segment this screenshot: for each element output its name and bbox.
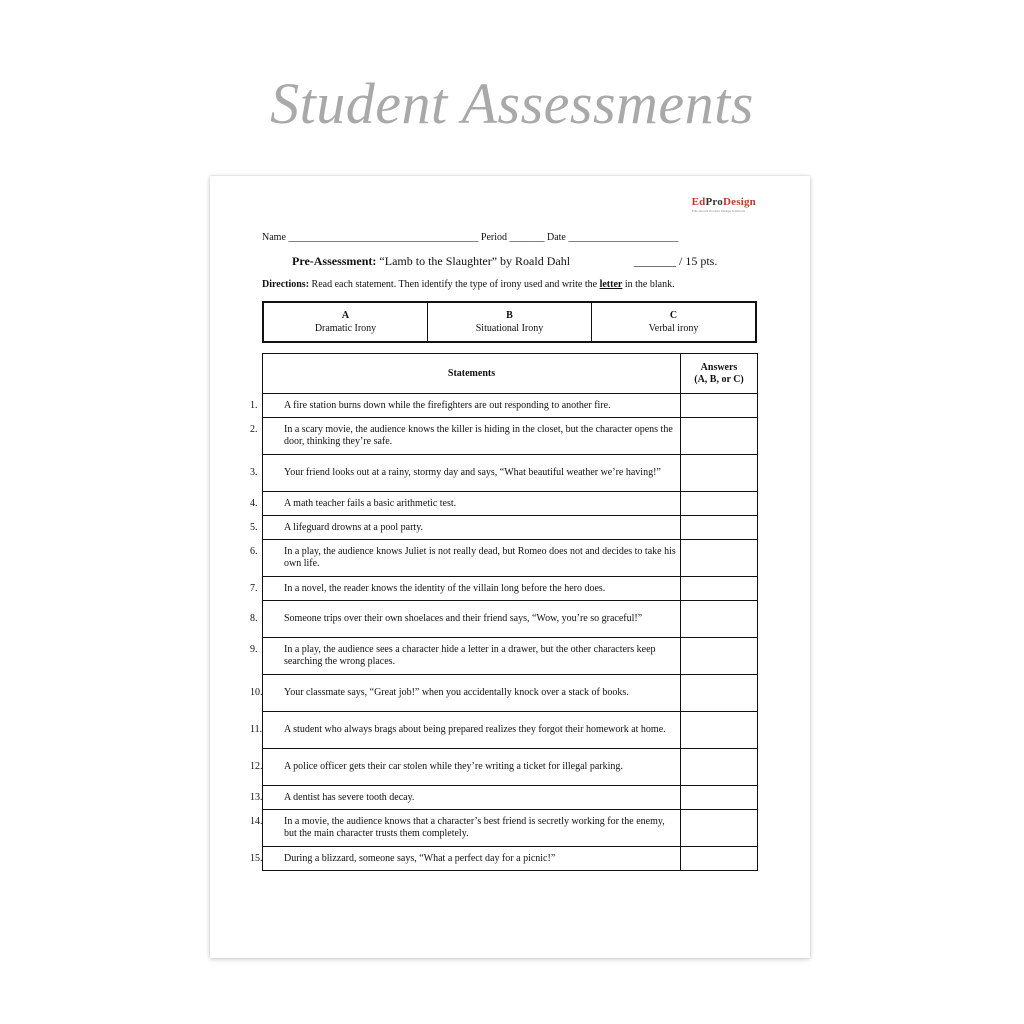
- table-row: [263, 492, 758, 516]
- statement-cell: [250, 712, 681, 749]
- statement-cell: [250, 540, 681, 577]
- answer-blank-cell[interactable]: [681, 394, 758, 418]
- table-row: [263, 455, 758, 492]
- directions-label: Directions:: [262, 279, 310, 290]
- table-row: [263, 749, 758, 786]
- table-row: [263, 540, 758, 577]
- worksheet-page: [210, 176, 810, 958]
- statement-text: In a novel, the reader knows the identity of the villain long before the hero does.: [284, 582, 606, 594]
- key-cell-b: B Situational Irony: [428, 303, 592, 341]
- worksheet-title: [292, 254, 762, 269]
- statement-number: 3.: [250, 467, 258, 478]
- statement-number: 4.: [250, 497, 258, 509]
- answer-blank-cell[interactable]: [681, 418, 758, 455]
- statement-number: 13.: [250, 791, 263, 803]
- statement-text: Your classmate says, “Great job!” when you accidentally knock over a stack of books.: [284, 687, 629, 698]
- table-row: [263, 675, 758, 712]
- key-cell-c: C Verbal irony: [648, 310, 699, 334]
- statement-text: In a play, the audience knows Juliet is not really dead, but Romeo does not and decides to take his own life.: [284, 546, 676, 569]
- statement-cell: [250, 577, 681, 601]
- statement-cell: [250, 601, 681, 638]
- statement-cell: [250, 516, 681, 540]
- statement-number: 1.: [250, 399, 258, 411]
- name-period-date-line: Name ______________________________________ Period _______ Date ______________________: [262, 232, 679, 243]
- statement-text: A police officer gets their car stolen while they’re writing a ticket for illegal parking.: [284, 761, 623, 772]
- statements-header: Statements: [263, 354, 681, 394]
- statement-number: 9.: [250, 644, 258, 655]
- statement-cell: [250, 418, 681, 455]
- table-row: [263, 638, 758, 675]
- statement-cell: [250, 749, 681, 786]
- logo-tagline: Educational Product Design Solutions: [691, 209, 746, 213]
- answer-blank-cell[interactable]: [681, 455, 758, 492]
- statement-number: 8.: [250, 613, 258, 624]
- statement-text: A math teacher fails a basic arithmetic test.: [284, 497, 457, 509]
- statement-number: 6.: [250, 546, 258, 557]
- answer-blank-cell[interactable]: [681, 516, 758, 540]
- table-row: [263, 418, 758, 455]
- answer-blank-cell[interactable]: [681, 712, 758, 749]
- statement-cell: [250, 492, 681, 516]
- statement-cell: [250, 786, 681, 810]
- logo-wordmark: EdProDesign: [691, 196, 756, 208]
- statement-number: 11.: [250, 724, 263, 735]
- table-header-row: [263, 354, 758, 394]
- table-row: [263, 601, 758, 638]
- key-cell-a: A Dramatic Irony: [264, 303, 428, 341]
- statement-number: 5.: [250, 521, 258, 533]
- points-blank: _______ / 15 pts.: [634, 254, 718, 268]
- answer-blank-cell[interactable]: [681, 638, 758, 675]
- statement-number: 10.: [250, 687, 263, 698]
- page-banner-title: Student Assessments: [270, 71, 754, 136]
- answer-blank-cell[interactable]: [681, 786, 758, 810]
- statement-number: 7.: [250, 582, 258, 594]
- answer-blank-cell[interactable]: [681, 492, 758, 516]
- statement-text: In a scary movie, the audience knows the killer is hiding in the closet, but the character opens the door, thinking they’re safe.: [284, 424, 673, 447]
- table-row: [263, 786, 758, 810]
- directions: Directions: Read each statement. Then identify the type of irony used and write the letter in the blank.: [262, 279, 675, 290]
- statement-cell: [250, 847, 681, 871]
- statement-cell: [250, 394, 681, 418]
- statement-text: A lifeguard drowns at a pool party.: [284, 521, 424, 533]
- title-label: Pre-Assessment:: [292, 254, 377, 268]
- title-text: “Lamb to the Slaughter” by Roald Dahl: [376, 254, 571, 268]
- statement-text: A student who always brags about being prepared realizes they forgot their homework at home.: [284, 724, 666, 735]
- table-row: [263, 577, 758, 601]
- table-row: [263, 516, 758, 540]
- answer-blank-cell[interactable]: [681, 540, 758, 577]
- statement-number: 15.: [250, 852, 263, 864]
- edprodesign-logo: [692, 196, 756, 213]
- statement-text: In a play, the audience sees a character hide a letter in a drawer, but the other characters keep searching the wrong places.: [284, 644, 656, 667]
- irony-key-table: [262, 301, 757, 343]
- answer-blank-cell[interactable]: [681, 601, 758, 638]
- answer-blank-cell[interactable]: [681, 810, 758, 847]
- statement-number: 14.: [250, 816, 263, 827]
- statement-text: Your friend looks out at a rainy, stormy day and says, “What beautiful weather we’re having!”: [284, 467, 661, 478]
- statement-number: 2.: [250, 424, 258, 435]
- statement-cell: [250, 675, 681, 712]
- directions-emphasis: letter: [599, 279, 623, 290]
- table-row: [263, 847, 758, 871]
- statement-cell: [250, 455, 681, 492]
- answer-blank-cell[interactable]: [681, 577, 758, 601]
- table-row: [263, 394, 758, 418]
- table-row: [263, 810, 758, 847]
- statements-table: [250, 353, 758, 871]
- statement-text: A fire station burns down while the firefighters are out responding to another fire.: [284, 399, 611, 411]
- answers-header: Answers (A, B, or C): [681, 354, 758, 394]
- statement-text: In a movie, the audience knows that a character’s best friend is secretly working for the enemy, but the main character trusts them completely.: [284, 816, 665, 839]
- statement-cell: [250, 810, 681, 847]
- answer-blank-cell[interactable]: [681, 749, 758, 786]
- table-row: [263, 712, 758, 749]
- answer-blank-cell[interactable]: [681, 675, 758, 712]
- statement-text: A dentist has severe tooth decay.: [284, 791, 415, 803]
- statement-text: Someone trips over their own shoelaces and their friend says, “Wow, you’re so graceful!”: [284, 613, 643, 624]
- statement-text: During a blizzard, someone says, “What a perfect day for a picnic!”: [284, 852, 556, 864]
- answer-blank-cell[interactable]: [681, 847, 758, 871]
- statement-cell: [250, 638, 681, 675]
- statement-number: 12.: [250, 761, 263, 772]
